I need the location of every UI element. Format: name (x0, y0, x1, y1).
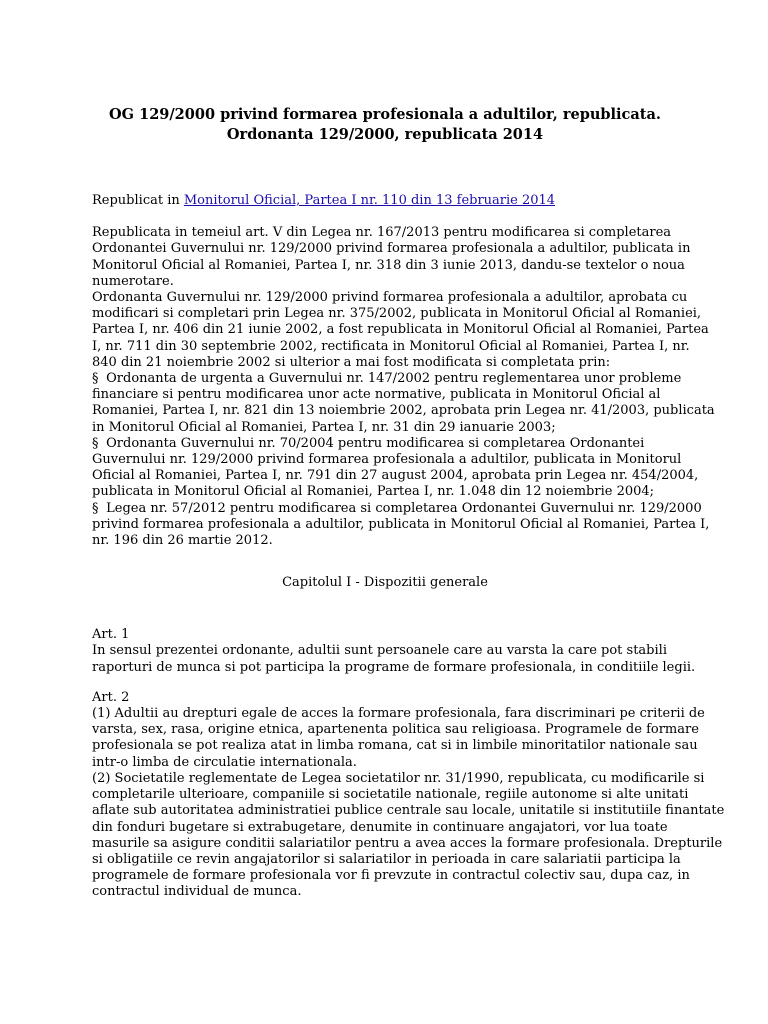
bullet-line: Ordonanta de urgenta a Guvernului nr. 147/2002 pentru reglementarea unor probleme (106, 371, 682, 387)
article-line: (1) Adultii au drepturi egale de acces la formare profesionala, fara discriminari pe criterii de (92, 706, 705, 722)
bullet-item (92, 436, 678, 452)
intro-line: I, nr. 711 din 30 septembrie 2002, rectificata in Monitorul Oficial al Romaniei, Partea I, nr. (92, 338, 690, 354)
article-heading: Art. 1 (92, 627, 130, 643)
article-line: si obligatiile ce revin angajatorilor si salariatilor in perioada in care salariatii participa la (92, 851, 681, 867)
section-sign-icon: § (92, 371, 99, 387)
title-line-1: OG 129/2000 privind formarea profesionala a adultilor, republicata. (109, 106, 661, 123)
title-line-2: Ordonanta 129/2000, republicata 2014 (226, 126, 544, 143)
monitorul-oficial-link[interactable]: Monitorul Oficial, Partea I nr. 110 din 13 februarie 2014 (183, 193, 556, 208)
bullet-item (92, 500, 702, 517)
article-line: contractul individual de munca. (92, 884, 302, 900)
section-sign-icon: § (92, 435, 99, 451)
article-line: masurile sa asigure conditii salariatilor pentru a avea acces la formare profesionala. Drepturile (92, 835, 723, 851)
article-line: In sensul prezentei ordonante, adultii sunt persoanele care au varsta la care pot stabili (92, 643, 667, 659)
article-line: programele de formare profesionala vor fi prevzute in contractul colectiv sau, dupa caz, in (92, 868, 690, 884)
bullet-item (92, 371, 682, 387)
intro-line: Ordonantei Guvernului nr. 129/2000 privind formarea profesionala a adultilor, publicata in (92, 241, 691, 257)
article-line: din fonduri bugetare si extrabugetare, denumite in continuare angajatori, vor lua toate (92, 819, 668, 835)
bullet-line: nr. 196 din 26 martie 2012. (92, 533, 273, 549)
bullet-line: in Monitorul Oficial al Romaniei, Partea I, nr. 31 din 29 ianuarie 2003; (92, 419, 556, 435)
chapter-heading: Capitolul I - Dispozitii generale (282, 575, 488, 591)
article-line: aflate sub autoritatea administratiei publice centrale sau locale, unitatile si institutiile finantate (92, 803, 725, 819)
article-line: profesionala se pot realiza atat in limba romana, cat si in limbile minoritatilor nationale sau (92, 738, 698, 754)
intro-line: Partea I, nr. 406 din 21 iunie 2002, a fost republicata in Monitorul Oficial al Romaniei, Partea (92, 322, 709, 338)
bullet-line: Oficial al Romaniei, Partea I, nr. 791 din 27 august 2004, aprobata prin Legea nr. 454/2004, (92, 468, 699, 484)
republicat-prefix: Republicat in (92, 193, 184, 208)
intro-line: Ordonanta Guvernului nr. 129/2000 privind formarea profesionala a adultilor, aprobata cu (92, 290, 688, 306)
article-line: intr-o limba de circulatie internationala. (92, 754, 357, 770)
bullet-line: privind formarea profesionala a adultilor, publicata in Monitorul Oficial al Romaniei, Partea I, (92, 516, 710, 532)
bullet-line: Guvernului nr. 129/2000 privind formarea profesionala a adultilor, publicata in Monitorul (92, 452, 682, 468)
article-line: raporturi de munca si pot participa la programe de formare profesionala, in conditiile legii. (92, 659, 696, 675)
article-line: varsta, sex, rasa, origine etnica, apartenenta politica sau religioasa. Programele de formare (92, 722, 699, 738)
bullet-line: publicata in Monitorul Oficial al Romaniei, Partea I, nr. 1.048 din 12 noiembrie 2004; (92, 484, 655, 500)
bullet-line: Romaniei, Partea I, nr. 821 din 13 noiembrie 2002, aprobata prin Legea nr. 41/2003, publicata (92, 403, 715, 419)
intro-line: numerotare. (92, 273, 174, 289)
intro-line: Monitorul Oficial al Romaniei, Partea I, nr. 318 din 3 iunie 2013, dandu-se textelor o noua (92, 257, 685, 273)
intro-line: modificari si completari prin Legea nr. 375/2002, publicata in Monitorul Oficial al Romaniei, (92, 306, 702, 322)
section-sign-icon: § (92, 500, 99, 516)
article-line: (2) Societatile reglementate de Legea societatilor nr. 31/1990, republicata, cu modificarile si (92, 770, 705, 786)
republicat-line (92, 193, 678, 209)
intro-line: Republicata in temeiul art. V din Legea nr. 167/2013 pentru modificarea si completarea (92, 225, 672, 241)
intro-paragraph (92, 225, 715, 549)
article-heading: Art. 2 (92, 689, 130, 705)
article-2 (92, 689, 725, 901)
article-1 (92, 627, 696, 676)
bullet-line: Ordonanta Guvernului nr. 70/2004 pentru modificarea si completarea Ordonantei (106, 435, 645, 451)
bullet-line: financiare si pentru modificarea unor acte normative, publicata in Monitorul Oficial al (92, 387, 661, 403)
bullet-line: Legea nr. 57/2012 pentru modificarea si completarea Ordonantei Guvernului nr. 129/2000 (106, 500, 702, 516)
intro-line: 840 din 21 noiembrie 2002 si ulterior a mai fost modificata si completata prin: (92, 354, 611, 370)
article-line: completarile ulterioare, companiile si societatile nationale, regiile autonome si alte unitati (92, 787, 689, 803)
document-title (92, 105, 678, 145)
